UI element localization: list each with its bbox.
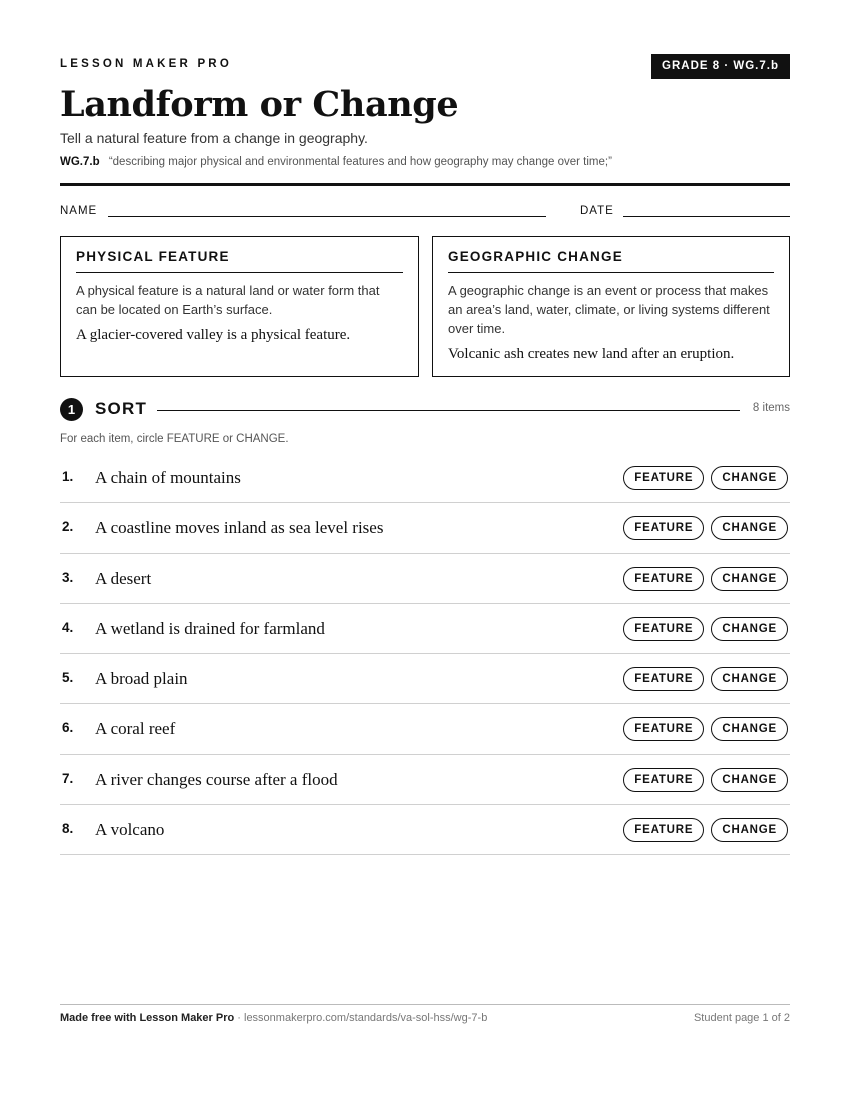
answer-options [623, 717, 788, 741]
name-field[interactable] [108, 216, 546, 217]
item-text: A coastline moves inland as sea level rises [95, 518, 384, 538]
footer-made-with: Made free with Lesson Maker Pro [60, 1012, 235, 1024]
section-number-badge: 1 [60, 398, 83, 421]
page-subtitle: Tell a natural feature from a change in geography. [60, 130, 368, 146]
footer-divider [60, 1004, 790, 1005]
footer-url[interactable]: · lessonmakerpro.com/standards/va-sol-hss/wg-7-b [234, 1012, 488, 1024]
feature-option[interactable]: FEATURE [623, 617, 704, 641]
section-divider [157, 410, 740, 411]
answer-options [623, 567, 788, 591]
item-text: A desert [95, 568, 152, 588]
definition-text: A physical feature is a natural land or water form that can be located on Earth’s surface. [76, 283, 380, 317]
physical-feature-box [60, 236, 419, 377]
item-text: A river changes course after a flood [95, 769, 338, 789]
section-title: SORT [95, 399, 148, 418]
answer-options [623, 516, 788, 540]
answer-options [623, 768, 788, 792]
feature-option[interactable]: FEATURE [623, 818, 704, 842]
page-title: Landform or Change [60, 84, 459, 125]
item-number: 5. [62, 670, 74, 686]
change-option[interactable]: CHANGE [711, 768, 788, 792]
list-item [60, 453, 790, 503]
standard-text: “describing major physical and environmental features and how geography may change over time;” [108, 156, 612, 168]
name-label: NAME [60, 205, 98, 217]
definition-example: Volcanic ash creates new land after an eruption. [448, 346, 735, 362]
feature-option[interactable]: FEATURE [623, 567, 704, 591]
definition-text: A geographic change is an event or process that makes an area’s land, water, climate, or living systems different over time. [448, 283, 770, 336]
list-item [60, 805, 790, 855]
list-item [60, 554, 790, 604]
item-number: 3. [62, 569, 74, 585]
instructions: For each item, circle FEATURE or CHANGE. [60, 433, 289, 445]
item-text: A wetland is drained for farmland [95, 618, 325, 638]
change-option[interactable]: CHANGE [711, 667, 788, 691]
item-text: A volcano [95, 820, 165, 840]
answer-options [623, 617, 788, 641]
item-number: 7. [62, 770, 74, 786]
item-number: 8. [62, 821, 74, 837]
definition-example: A glacier-covered valley is a physical feature. [76, 327, 351, 343]
item-list [60, 453, 790, 855]
answer-options [623, 466, 788, 490]
list-item [60, 755, 790, 805]
footer-credit [60, 1012, 487, 1024]
list-item [60, 654, 790, 704]
item-number: 1. [62, 469, 74, 484]
geographic-change-box [432, 236, 790, 377]
date-field[interactable] [623, 216, 790, 217]
definition-heading: GEOGRAPHIC CHANGE [448, 249, 774, 273]
list-item [60, 604, 790, 654]
item-text: A coral reef [95, 719, 176, 739]
item-number: 2. [62, 519, 74, 535]
item-number: 4. [62, 619, 74, 635]
sort-section-header [60, 398, 790, 422]
standard-line [60, 156, 612, 168]
item-text: A broad plain [95, 669, 188, 689]
answer-options [623, 667, 788, 691]
definition-heading: PHYSICAL FEATURE [76, 249, 403, 273]
change-option[interactable]: CHANGE [711, 466, 788, 490]
feature-option[interactable]: FEATURE [623, 516, 704, 540]
change-option[interactable]: CHANGE [711, 717, 788, 741]
date-label: DATE [580, 205, 614, 217]
item-number: 6. [62, 720, 74, 736]
grade-badge: GRADE 8 · WG.7.b [651, 54, 790, 79]
footer-page-number: Student page 1 of 2 [693, 1012, 790, 1024]
feature-option[interactable]: FEATURE [623, 466, 704, 490]
header-divider [60, 183, 790, 186]
item-text: A chain of mountains [95, 468, 241, 487]
item-count: 8 items [752, 402, 790, 414]
feature-option[interactable]: FEATURE [623, 768, 704, 792]
change-option[interactable]: CHANGE [711, 516, 788, 540]
feature-option[interactable]: FEATURE [623, 667, 704, 691]
list-item [60, 503, 790, 553]
answer-options [623, 818, 788, 842]
feature-option[interactable]: FEATURE [623, 717, 704, 741]
standard-code: WG.7.b [60, 156, 100, 168]
change-option[interactable]: CHANGE [711, 567, 788, 591]
brand-name: LESSON MAKER PRO [60, 58, 232, 70]
change-option[interactable]: CHANGE [711, 617, 788, 641]
change-option[interactable]: CHANGE [711, 818, 788, 842]
list-item [60, 704, 790, 754]
